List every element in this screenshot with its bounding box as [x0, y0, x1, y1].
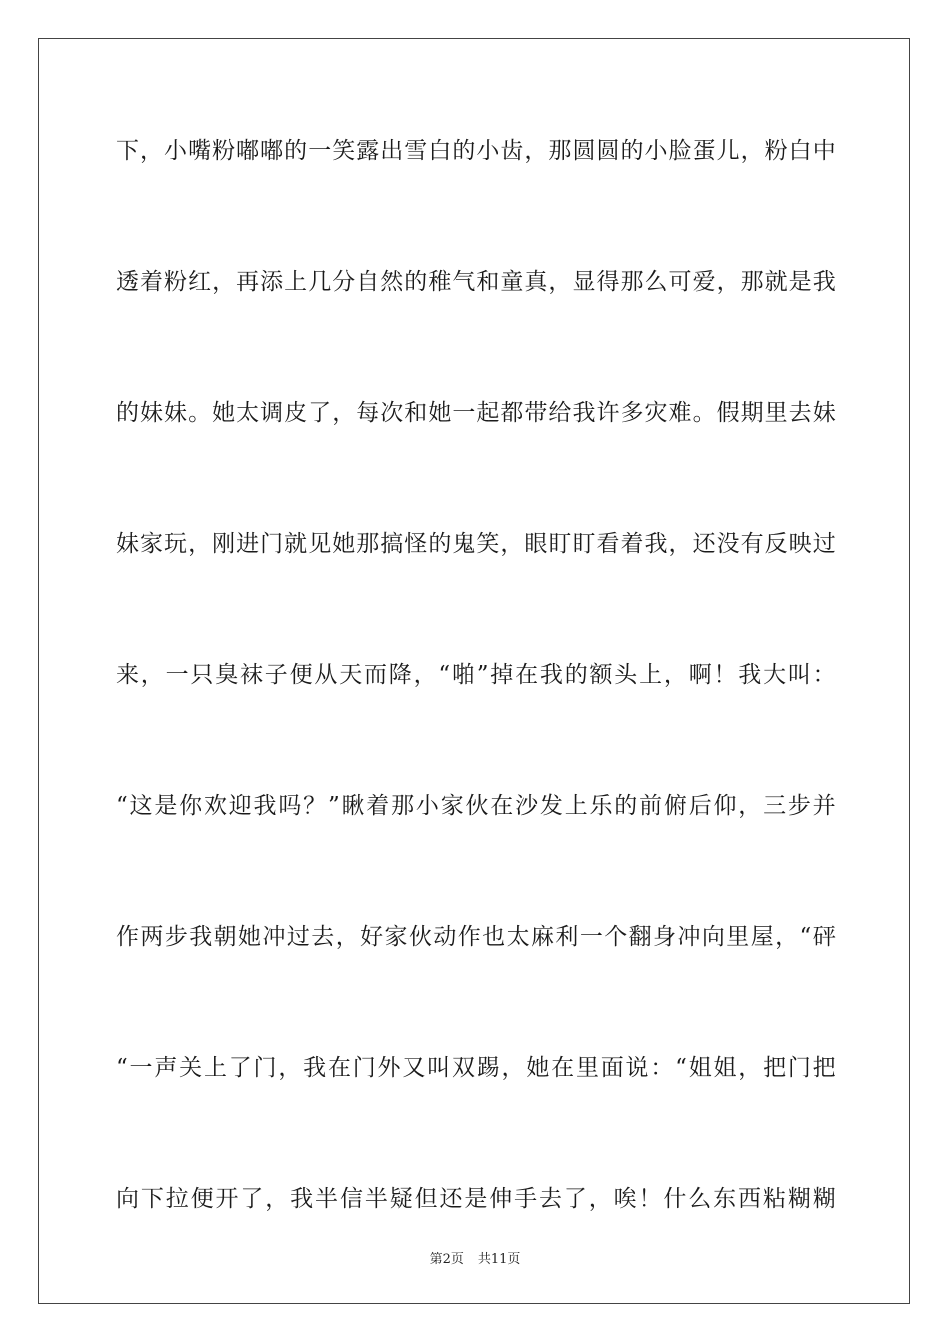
text-line-9: 向下拉便开了，我半信半疑但还是伸手去了，唉！什么东西粘糊糊: [116, 1186, 836, 1212]
text-line-2: 透着粉红，再添上几分自然的稚气和童真，显得那么可爱，那就是我: [116, 269, 836, 295]
page-number: 第2页: [429, 1252, 464, 1267]
page-footer: [0, 1248, 950, 1267]
text-line-8: “一声关上了门，我在门外又叫双踢，她在里面说：“姐姐，把门把: [116, 1055, 836, 1081]
text-line-4: 妹家玩，刚进门就见她那搞怪的鬼笑，眼盯盯看着我，还没有反映过: [116, 531, 836, 557]
text-line-7: 作两步我朝她冲过去，好家伙动作也太麻利一个翻身冲向里屋，“砰: [116, 924, 836, 950]
text-line-6: “这是你欢迎我吗？”瞅着那小家伙在沙发上乐的前俯后仰，三步并: [116, 793, 836, 819]
text-line-3: 的妹妹。她太调皮了，每次和她一起都带给我许多灾难。假期里去妹: [116, 400, 836, 426]
page-total: 共11页: [477, 1252, 521, 1267]
document-body: [116, 128, 836, 1307]
text-line-5: 来，一只臭袜子便从天而降，“啪”掉在我的额头上，啊！我大叫：: [116, 662, 836, 688]
text-line-1: 下，小嘴粉嘟嘟的一笑露出雪白的小齿，那圆圆的小脸蛋儿，粉白中: [116, 138, 836, 164]
